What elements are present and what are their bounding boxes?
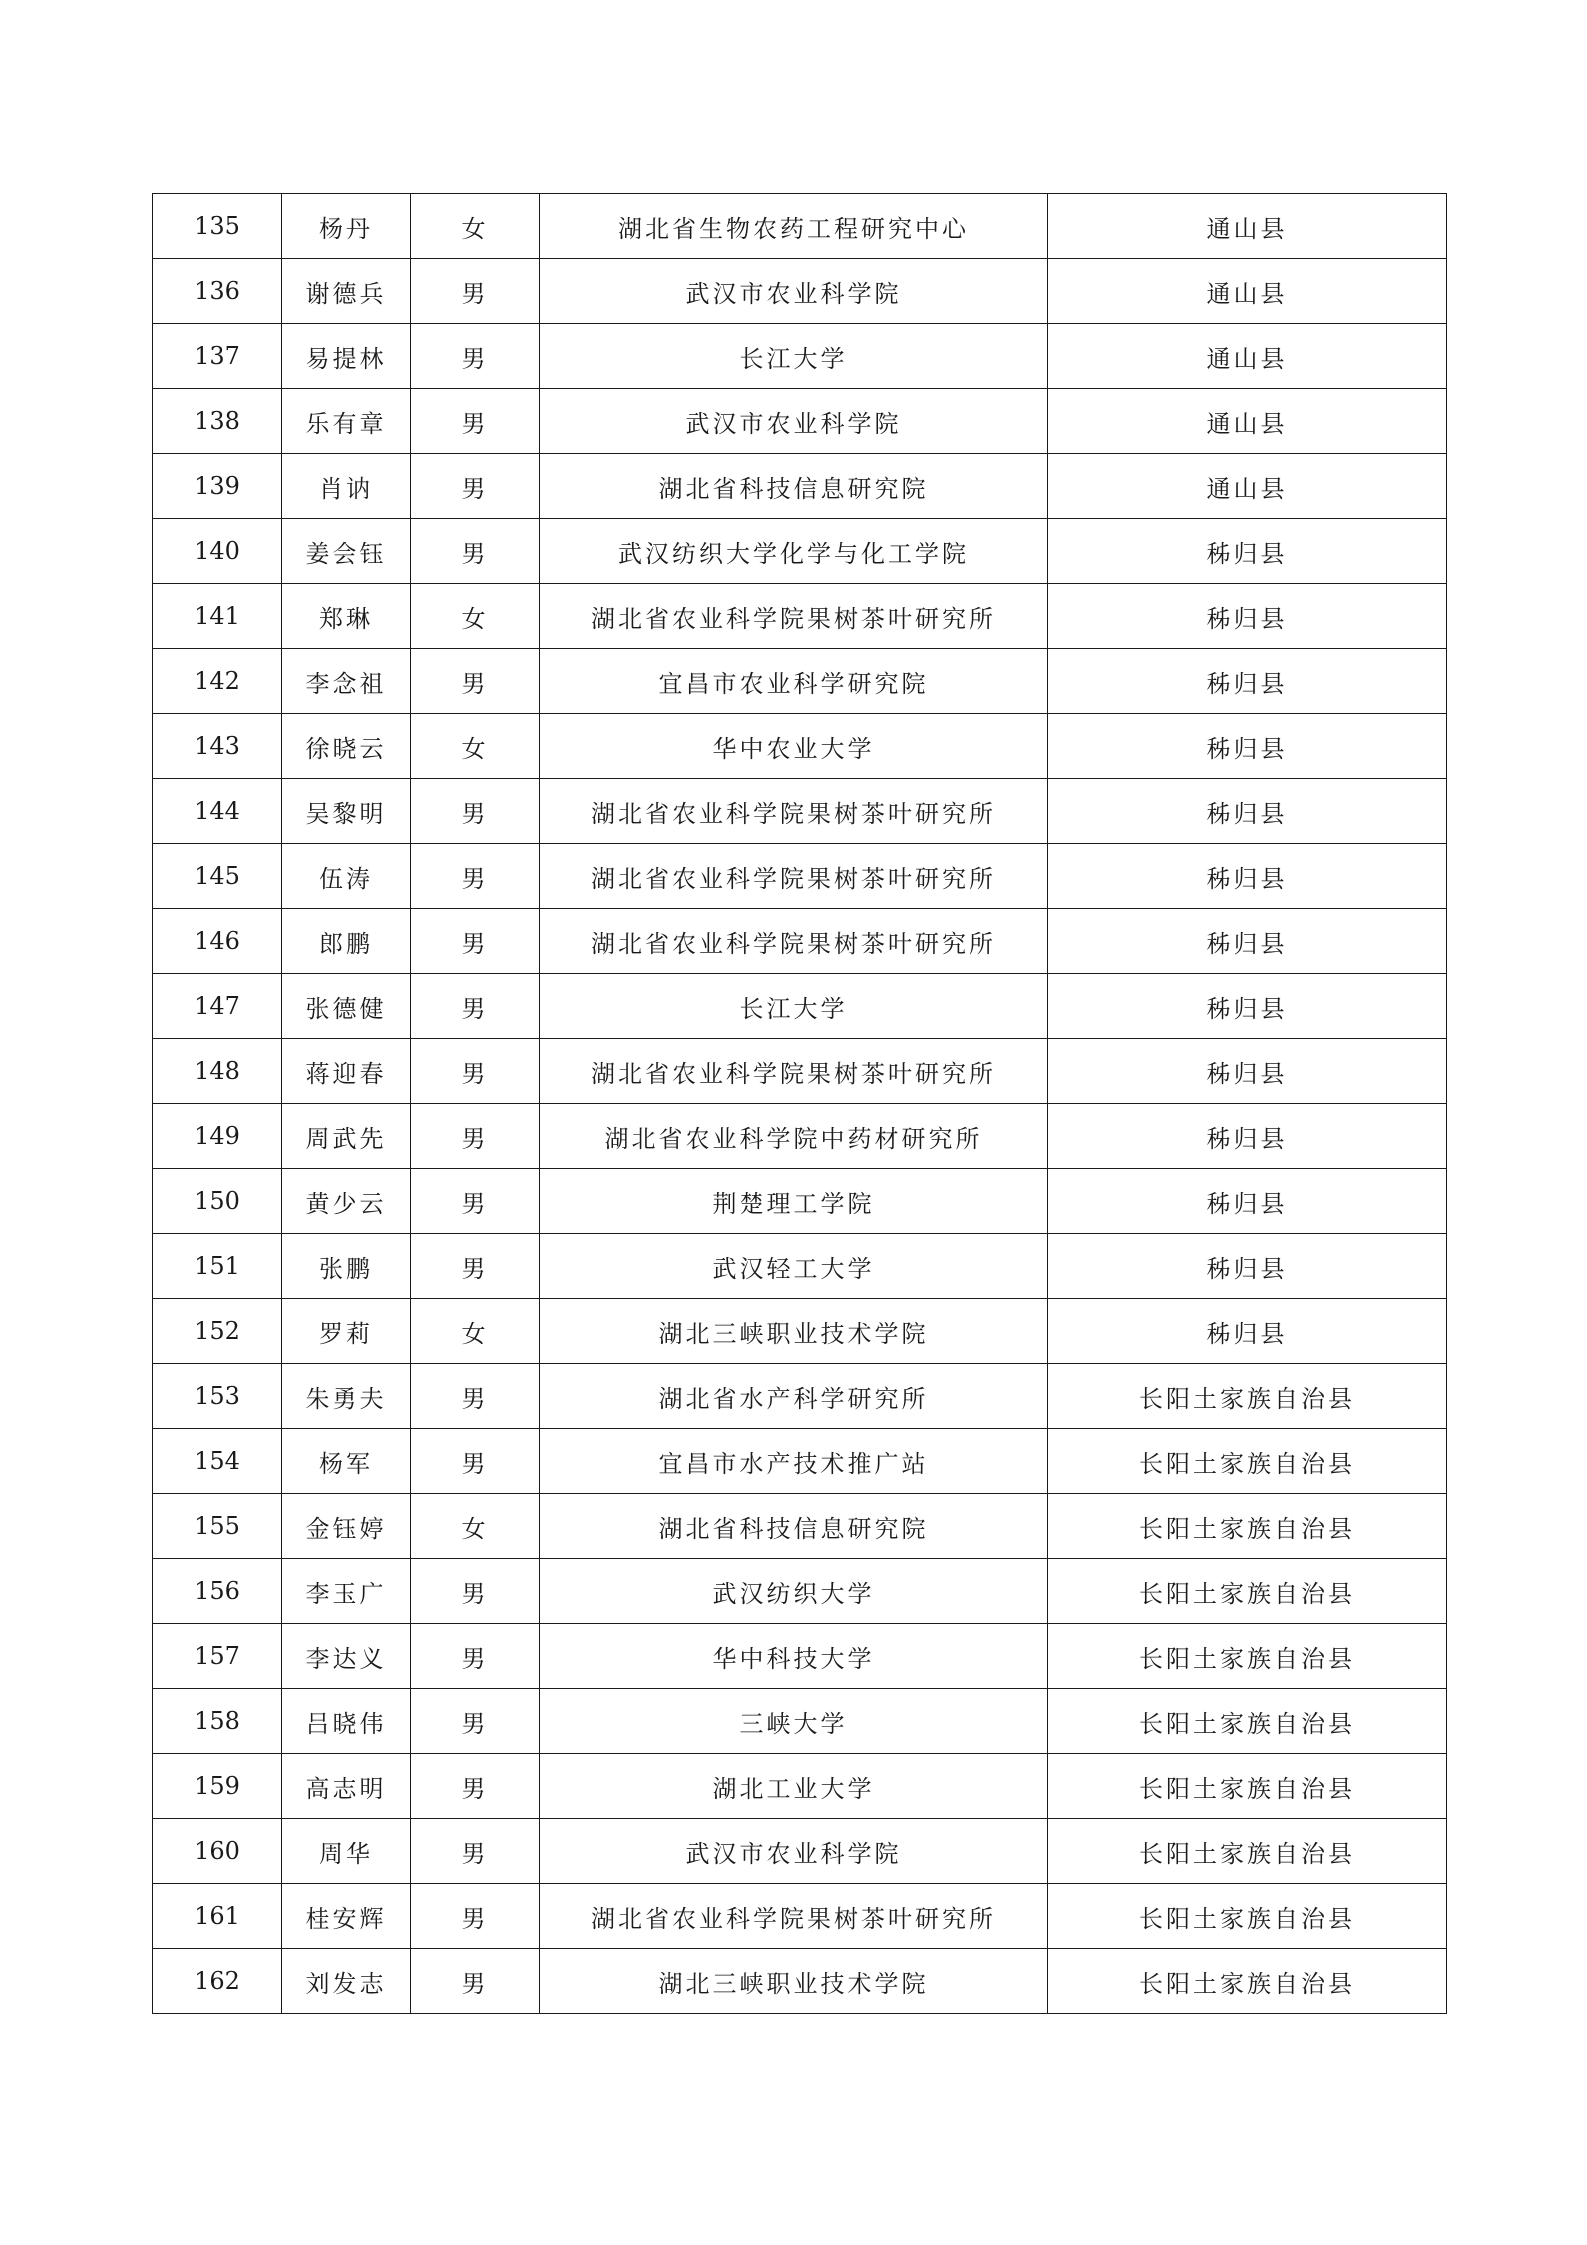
- table-row: [153, 1819, 1447, 1884]
- organization-cell: 湖北省农业科学院果树茶叶研究所: [540, 844, 1048, 909]
- gender-cell: 男: [411, 324, 540, 389]
- table-row: [153, 649, 1447, 714]
- gender-cell: 男: [411, 1169, 540, 1234]
- organization-cell: 湖北省农业科学院果树茶叶研究所: [540, 1039, 1048, 1104]
- table-row: [153, 909, 1447, 974]
- table-row: [153, 519, 1447, 584]
- gender-cell: 女: [411, 194, 540, 259]
- row-number-cell: 135: [153, 194, 282, 259]
- gender-cell: 女: [411, 584, 540, 649]
- gender-cell: 男: [411, 519, 540, 584]
- organization-cell: 湖北省生物农药工程研究中心: [540, 194, 1048, 259]
- service-location-cell: 通山县: [1048, 389, 1447, 454]
- person-name-cell: 姜会钰: [282, 519, 411, 584]
- service-location-cell: 长阳土家族自治县: [1048, 1754, 1447, 1819]
- table-row: [153, 1559, 1447, 1624]
- table-row: [153, 389, 1447, 454]
- person-name-cell: 杨军: [282, 1429, 411, 1494]
- service-location-cell: 秭归县: [1048, 1234, 1447, 1299]
- table-row: [153, 1299, 1447, 1364]
- organization-cell: 湖北省农业科学院中药材研究所: [540, 1104, 1048, 1169]
- row-number-cell: 157: [153, 1624, 282, 1689]
- gender-cell: 男: [411, 1819, 540, 1884]
- person-name-cell: 蒋迎春: [282, 1039, 411, 1104]
- table-row: [153, 1429, 1447, 1494]
- person-name-cell: 吴黎明: [282, 779, 411, 844]
- person-name-cell: 金钰婷: [282, 1494, 411, 1559]
- gender-cell: 女: [411, 1299, 540, 1364]
- organization-cell: 湖北工业大学: [540, 1754, 1048, 1819]
- service-location-cell: 长阳土家族自治县: [1048, 1494, 1447, 1559]
- table-row: [153, 1494, 1447, 1559]
- organization-cell: 湖北省农业科学院果树茶叶研究所: [540, 779, 1048, 844]
- person-name-cell: 桂安辉: [282, 1884, 411, 1949]
- row-number-cell: 150: [153, 1169, 282, 1234]
- person-name-cell: 高志明: [282, 1754, 411, 1819]
- table-row: [153, 1039, 1447, 1104]
- organization-cell: 长江大学: [540, 324, 1048, 389]
- table-row: [153, 1104, 1447, 1169]
- row-number-cell: 137: [153, 324, 282, 389]
- row-number-cell: 152: [153, 1299, 282, 1364]
- row-number-cell: 144: [153, 779, 282, 844]
- table-row: [153, 1169, 1447, 1234]
- organization-cell: 长江大学: [540, 974, 1048, 1039]
- service-location-cell: 秭归县: [1048, 1299, 1447, 1364]
- service-location-cell: 秭归县: [1048, 1039, 1447, 1104]
- row-number-cell: 145: [153, 844, 282, 909]
- table-row: [153, 714, 1447, 779]
- organization-cell: 华中科技大学: [540, 1624, 1048, 1689]
- row-number-cell: 154: [153, 1429, 282, 1494]
- person-name-cell: 谢德兵: [282, 259, 411, 324]
- organization-cell: 荆楚理工学院: [540, 1169, 1048, 1234]
- service-location-cell: 秭归县: [1048, 909, 1447, 974]
- organization-cell: 武汉市农业科学院: [540, 389, 1048, 454]
- table-row: [153, 779, 1447, 844]
- table-row: [153, 1949, 1447, 2014]
- service-location-cell: 通山县: [1048, 259, 1447, 324]
- roster-body: [153, 194, 1447, 2014]
- service-location-cell: 秭归县: [1048, 714, 1447, 779]
- service-location-cell: 长阳土家族自治县: [1048, 1364, 1447, 1429]
- gender-cell: 男: [411, 844, 540, 909]
- table-row: [153, 1624, 1447, 1689]
- gender-cell: 男: [411, 389, 540, 454]
- gender-cell: 男: [411, 1884, 540, 1949]
- table-row: [153, 454, 1447, 519]
- row-number-cell: 138: [153, 389, 282, 454]
- person-name-cell: 张德健: [282, 974, 411, 1039]
- person-name-cell: 罗莉: [282, 1299, 411, 1364]
- table-row: [153, 584, 1447, 649]
- organization-cell: 武汉纺织大学化学与化工学院: [540, 519, 1048, 584]
- service-location-cell: 通山县: [1048, 324, 1447, 389]
- person-name-cell: 周武先: [282, 1104, 411, 1169]
- person-name-cell: 易提林: [282, 324, 411, 389]
- gender-cell: 男: [411, 909, 540, 974]
- gender-cell: 男: [411, 1754, 540, 1819]
- gender-cell: 男: [411, 779, 540, 844]
- person-name-cell: 乐有章: [282, 389, 411, 454]
- service-location-cell: 秭归县: [1048, 584, 1447, 649]
- gender-cell: 女: [411, 1494, 540, 1559]
- service-location-cell: 长阳土家族自治县: [1048, 1429, 1447, 1494]
- organization-cell: 华中农业大学: [540, 714, 1048, 779]
- row-number-cell: 141: [153, 584, 282, 649]
- row-number-cell: 156: [153, 1559, 282, 1624]
- organization-cell: 湖北三峡职业技术学院: [540, 1949, 1048, 2014]
- service-location-cell: 秭归县: [1048, 1104, 1447, 1169]
- service-location-cell: 秭归县: [1048, 779, 1447, 844]
- row-number-cell: 155: [153, 1494, 282, 1559]
- row-number-cell: 136: [153, 259, 282, 324]
- person-name-cell: 朱勇夫: [282, 1364, 411, 1429]
- row-number-cell: 159: [153, 1754, 282, 1819]
- service-location-cell: 秭归县: [1048, 974, 1447, 1039]
- organization-cell: 宜昌市水产技术推广站: [540, 1429, 1048, 1494]
- gender-cell: 男: [411, 454, 540, 519]
- service-location-cell: 长阳土家族自治县: [1048, 1884, 1447, 1949]
- row-number-cell: 158: [153, 1689, 282, 1754]
- person-name-cell: 李念祖: [282, 649, 411, 714]
- table-row: [153, 1234, 1447, 1299]
- gender-cell: 男: [411, 1429, 540, 1494]
- person-name-cell: 李达义: [282, 1624, 411, 1689]
- person-name-cell: 伍涛: [282, 844, 411, 909]
- organization-cell: 湖北省农业科学院果树茶叶研究所: [540, 909, 1048, 974]
- person-name-cell: 杨丹: [282, 194, 411, 259]
- row-number-cell: 143: [153, 714, 282, 779]
- person-name-cell: 刘发志: [282, 1949, 411, 2014]
- service-location-cell: 秭归县: [1048, 519, 1447, 584]
- table-row: [153, 1754, 1447, 1819]
- table-row: [153, 259, 1447, 324]
- table-row: [153, 974, 1447, 1039]
- organization-cell: 武汉市农业科学院: [540, 1819, 1048, 1884]
- gender-cell: 男: [411, 1039, 540, 1104]
- roster-sheet: [152, 193, 1446, 2014]
- service-location-cell: 秭归县: [1048, 1169, 1447, 1234]
- row-number-cell: 140: [153, 519, 282, 584]
- gender-cell: 男: [411, 1624, 540, 1689]
- person-name-cell: 肖讷: [282, 454, 411, 519]
- table-row: [153, 1884, 1447, 1949]
- gender-cell: 男: [411, 1104, 540, 1169]
- table-row: [153, 844, 1447, 909]
- person-name-cell: 郑琳: [282, 584, 411, 649]
- service-location-cell: 通山县: [1048, 454, 1447, 519]
- gender-cell: 男: [411, 1364, 540, 1429]
- gender-cell: 男: [411, 259, 540, 324]
- service-location-cell: 长阳土家族自治县: [1048, 1624, 1447, 1689]
- person-name-cell: 黄少云: [282, 1169, 411, 1234]
- row-number-cell: 162: [153, 1949, 282, 2014]
- service-location-cell: 长阳土家族自治县: [1048, 1949, 1447, 2014]
- gender-cell: 女: [411, 714, 540, 779]
- row-number-cell: 142: [153, 649, 282, 714]
- organization-cell: 湖北三峡职业技术学院: [540, 1299, 1048, 1364]
- person-name-cell: 张鹏: [282, 1234, 411, 1299]
- gender-cell: 男: [411, 649, 540, 714]
- organization-cell: 武汉纺织大学: [540, 1559, 1048, 1624]
- person-name-cell: 郎鹏: [282, 909, 411, 974]
- service-location-cell: 长阳土家族自治县: [1048, 1819, 1447, 1884]
- gender-cell: 男: [411, 1559, 540, 1624]
- row-number-cell: 151: [153, 1234, 282, 1299]
- gender-cell: 男: [411, 1949, 540, 2014]
- gender-cell: 男: [411, 1689, 540, 1754]
- organization-cell: 武汉轻工大学: [540, 1234, 1048, 1299]
- person-name-cell: 徐晓云: [282, 714, 411, 779]
- person-name-cell: 周华: [282, 1819, 411, 1884]
- person-name-cell: 吕晓伟: [282, 1689, 411, 1754]
- organization-cell: 湖北省农业科学院果树茶叶研究所: [540, 584, 1048, 649]
- row-number-cell: 147: [153, 974, 282, 1039]
- row-number-cell: 160: [153, 1819, 282, 1884]
- organization-cell: 湖北省农业科学院果树茶叶研究所: [540, 1884, 1048, 1949]
- organization-cell: 湖北省科技信息研究院: [540, 1494, 1048, 1559]
- gender-cell: 男: [411, 974, 540, 1039]
- table-row: [153, 1689, 1447, 1754]
- table-row: [153, 194, 1447, 259]
- person-name-cell: 李玉广: [282, 1559, 411, 1624]
- row-number-cell: 149: [153, 1104, 282, 1169]
- organization-cell: 宜昌市农业科学研究院: [540, 649, 1048, 714]
- row-number-cell: 148: [153, 1039, 282, 1104]
- row-number-cell: 161: [153, 1884, 282, 1949]
- organization-cell: 湖北省水产科学研究所: [540, 1364, 1048, 1429]
- gender-cell: 男: [411, 1234, 540, 1299]
- row-number-cell: 153: [153, 1364, 282, 1429]
- organization-cell: 三峡大学: [540, 1689, 1048, 1754]
- service-location-cell: 通山县: [1048, 194, 1447, 259]
- table-row: [153, 1364, 1447, 1429]
- row-number-cell: 139: [153, 454, 282, 519]
- table-row: [153, 324, 1447, 389]
- roster-table: [152, 193, 1447, 2014]
- service-location-cell: 长阳土家族自治县: [1048, 1559, 1447, 1624]
- organization-cell: 湖北省科技信息研究院: [540, 454, 1048, 519]
- service-location-cell: 秭归县: [1048, 649, 1447, 714]
- row-number-cell: 146: [153, 909, 282, 974]
- service-location-cell: 秭归县: [1048, 844, 1447, 909]
- organization-cell: 武汉市农业科学院: [540, 259, 1048, 324]
- service-location-cell: 长阳土家族自治县: [1048, 1689, 1447, 1754]
